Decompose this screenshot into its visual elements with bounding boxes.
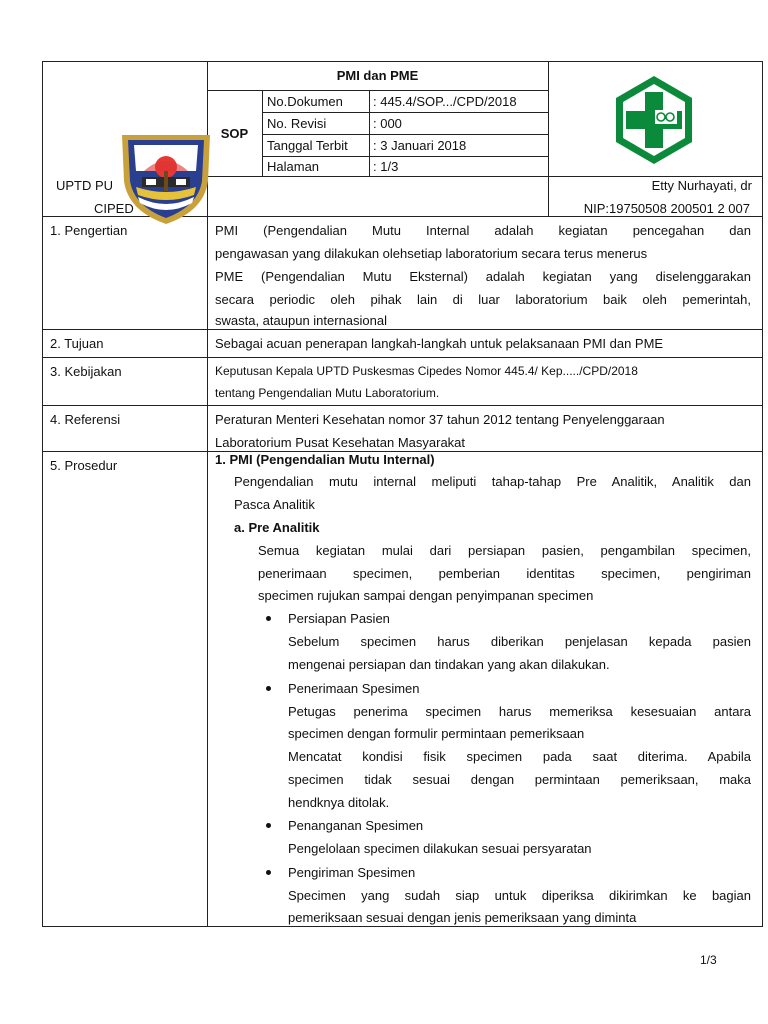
pre-analitik-line: penerimaan specimen, pemberian identitas specimen, pengiriman (258, 566, 751, 581)
kebijakan-line1: Keputusan Kepala UPTD Puskesmas Cipedes Nomor 445.4/ Kep...../CPD/2018 (215, 364, 638, 378)
row-divider-2 (42, 357, 763, 358)
meta-label-no-revisi: No. Revisi (267, 116, 327, 131)
item-line: Specimen yang sudah siap untuk diperiksa dikirimkan ke bagian (288, 888, 751, 903)
pre-analitik-line: Semua kegiatan mulai dari persiapan pasien, pengambilan specimen, (258, 543, 751, 558)
meta-value-divider (369, 90, 370, 177)
bullet-icon (266, 686, 271, 691)
label-prosedur: 5. Prosedur (50, 458, 118, 473)
city-emblem-logo (116, 131, 216, 227)
pre-analitik-line: specimen rujukan sampai dengan penyimpanan specimen (258, 588, 594, 603)
label-pengertian: 1. Pengertian (50, 223, 128, 238)
row-divider-1 (42, 329, 763, 330)
item-title: Penerimaan Spesimen (288, 681, 420, 696)
item-line: mengenai persiapan dan tindakan yang akan dilakukan. (288, 657, 610, 672)
item-line: specimen tidak sesuai dengan permintaan pemeriksaan, maka (288, 772, 751, 787)
item-line: specimen dengan formulir permintaan pemeriksaan (288, 726, 585, 741)
bullet-icon (266, 870, 271, 875)
meta-label-no-dokumen: No.Dokumen (267, 94, 343, 109)
pre-analitik-heading: a. Pre Analitik (234, 520, 320, 535)
label-tujuan: 2. Tujuan (50, 336, 104, 351)
table-border-right (762, 61, 763, 927)
referensi-line2: Laboratorium Pusat Kesehatan Masyarakat (215, 435, 466, 450)
item-line: Sebelum specimen harus diberikan penjelasan kepada pasien (288, 634, 751, 649)
pengertian-line: PME (Pengendalian Mutu Eksternal) adalah kegiatan yang diselenggarakan (215, 269, 751, 284)
row-divider-3 (42, 405, 763, 406)
item-line: hendknya ditolak. (288, 795, 390, 810)
signer-name: Etty Nurhayati, dr (651, 178, 752, 193)
puskesmas-logo (608, 74, 700, 166)
prosedur-intro-line: Pasca Analitik (234, 497, 315, 512)
meta-value-no-dokumen: : 445.4/SOP.../CPD/2018 (373, 94, 517, 109)
sop-column-divider (262, 90, 263, 177)
item-title: Penanganan Spesimen (288, 818, 424, 833)
pengertian-line: secara periodic oleh pihak lain di luar laboratorium baik oleh pemerintah, (215, 292, 751, 307)
meta-label-halaman: Halaman (267, 159, 320, 174)
meta-value-tanggal-terbit: : 3 Januari 2018 (373, 138, 467, 153)
bullet-icon (266, 616, 271, 621)
item-line: Petugas penerima specimen harus memeriksa kesesuaian antara (288, 704, 751, 719)
prosedur-heading: 1. PMI (Pengendalian Mutu Internal) (215, 452, 435, 467)
item-line: Pengelolaan specimen dilakukan sesuai persyaratan (288, 841, 592, 856)
meta-label-tanggal-terbit: Tanggal Terbit (267, 138, 348, 153)
pengertian-line: PMI (Pengendalian Mutu Internal adalah kegiatan pencegahan dan (215, 223, 751, 238)
meta-value-no-revisi: : 000 (373, 116, 402, 131)
signer-nip: NIP:19750508 200501 2 007 (583, 201, 750, 216)
item-line: Mencatat kondisi fisik specimen pada saat diterima. Apabila (288, 749, 751, 764)
sop-label: SOP (220, 126, 249, 141)
pengertian-line: swasta, ataupun internasional (215, 313, 388, 328)
label-referensi: 4. Referensi (50, 412, 121, 427)
org-name-line2: CIPED (94, 201, 134, 216)
org-name-line1: UPTD PU (56, 178, 114, 193)
item-title: Persiapan Pasien (288, 611, 390, 626)
item-line: pemeriksaan sesuai dengan jenis pemeriksaan yang diminta (288, 910, 637, 925)
label-kebijakan: 3. Kebijakan (50, 364, 122, 379)
tujuan-text: Sebagai acuan penerapan langkah-langkah untuk pelaksanaan PMI dan PME (215, 336, 664, 351)
table-border-left (42, 61, 43, 927)
prosedur-intro-line: Pengendalian mutu internal meliputi tahap-tahap Pre Analitik, Analitik dan (234, 474, 751, 489)
meta-value-halaman: : 1/3 (373, 159, 399, 174)
kebijakan-line2: tentang Pengendalian Mutu Laboratorium. (215, 386, 440, 400)
document-title: PMI dan PME (336, 68, 419, 83)
referensi-line1: Peraturan Menteri Kesehatan nomor 37 tahun 2012 tentang Penyelenggaraan (215, 412, 665, 427)
page-number: 1/3 (700, 953, 717, 967)
pengertian-line: pengawasan yang dilakukan olehsetiap laboratorium secara terus menerus (215, 246, 648, 261)
item-title: Pengiriman Spesimen (288, 865, 416, 880)
table-border-top (42, 61, 763, 62)
bullet-icon (266, 823, 271, 828)
